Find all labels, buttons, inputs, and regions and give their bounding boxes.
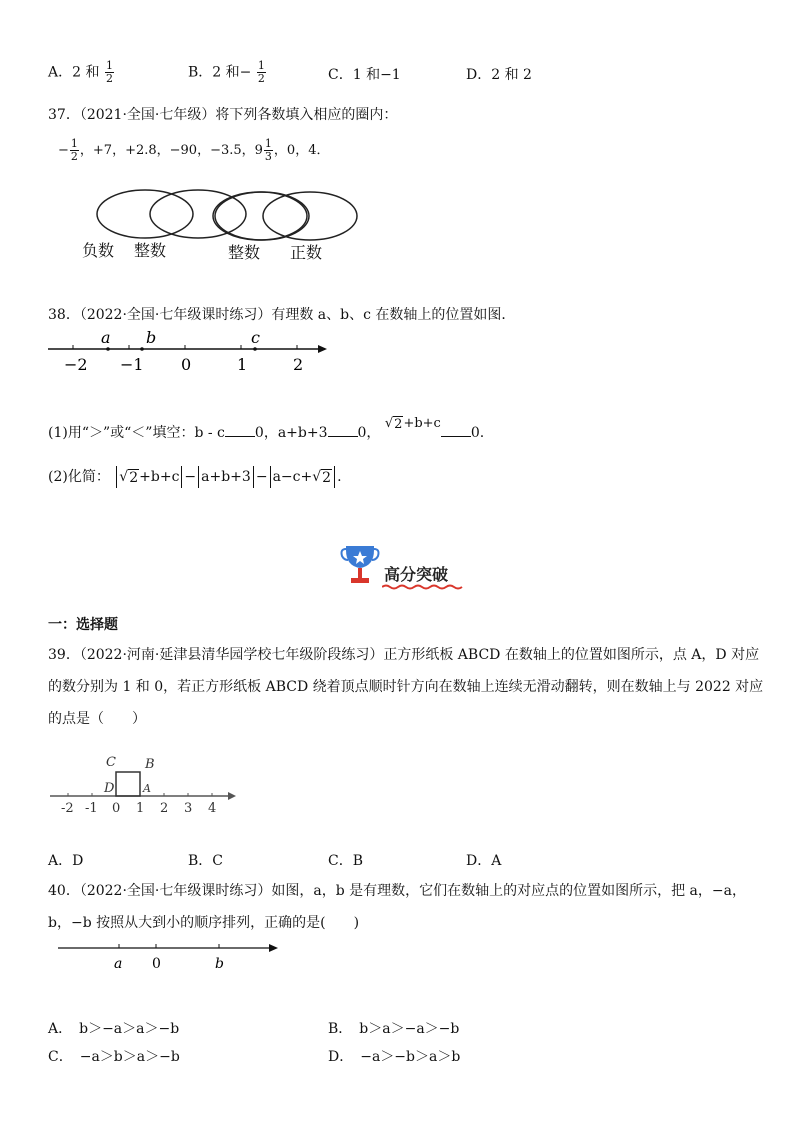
q39-line3: 的点是（ ）	[48, 711, 146, 727]
label-b: b	[146, 328, 157, 347]
point-b	[140, 347, 144, 351]
q36-option-b: B．2 和− $\frac{1}{2}$	[188, 59, 265, 85]
axis-arrow	[269, 944, 278, 952]
venn2-left-label: 整数	[228, 243, 261, 262]
q39-option-a: A．D	[48, 853, 84, 869]
tick-label: 2	[160, 801, 169, 816]
axis-arrow	[228, 792, 236, 800]
tick-label: 1	[136, 801, 145, 816]
blank[interactable]	[328, 424, 358, 437]
q40-line1: 40．（2022·全国·七年级课时练习）如图，a，b 是有理数，它们在数轴上的对应点的位置如图所示，把 a，−a，	[48, 883, 746, 899]
q40-number-line	[56, 936, 296, 976]
high-score-badge	[340, 540, 465, 590]
label-a: a	[101, 328, 111, 347]
q39-option-c: C．B	[328, 853, 363, 869]
q36-option-d: D．2 和 2	[466, 67, 532, 83]
point-a	[106, 347, 110, 351]
venn1-right-label: 整数	[134, 241, 167, 260]
fraction: $\frac{1}{2}$	[105, 59, 113, 85]
q40-option-c: C． −a＞b＞a＞−b	[48, 1049, 180, 1065]
tick-label: 0	[112, 801, 121, 816]
q37-stem: 37．（2021·全国·七年级）将下列各数填入相应的圈内：	[48, 107, 398, 123]
tick-label: 0	[181, 355, 192, 374]
fraction: $\frac{1}{2}$	[70, 137, 78, 163]
vertex-a-label: A	[143, 782, 151, 795]
point-c	[253, 347, 257, 351]
axis-arrow	[318, 345, 327, 353]
q36-option-a: A．2 和 $\frac{1}{2}$	[48, 59, 113, 85]
fraction: $\frac{1}{2}$	[257, 59, 265, 85]
q40-option-b: B． b＞a＞−a＞−b	[328, 1021, 460, 1037]
trophy-icon	[340, 540, 380, 588]
q40-line2: b，−b 按照从大到小的顺序排列，正确的是( )	[48, 915, 360, 931]
label-0: 0	[152, 956, 161, 972]
q40-option-d: D． −a＞−b＞a＞b	[328, 1049, 461, 1065]
label-b: b	[215, 956, 224, 972]
q36-option-c: C．1 和−1	[328, 67, 401, 83]
sqrt-expression: √ 2 +b+c	[384, 416, 441, 432]
q40-option-a: A． b＞−a＞a＞−b	[48, 1021, 180, 1037]
badge-title: 高分突破	[384, 565, 449, 584]
venn1-left-label: 负数	[82, 241, 115, 260]
q37-numbers: − $\frac{1}{2}$ ，+7，+2.8，−90，−3.5，9 $\frac{1}{3}$ ，0，4．	[58, 137, 330, 163]
tick-label: 4	[208, 801, 217, 816]
tick-label: 3	[184, 801, 193, 816]
blank[interactable]	[441, 424, 471, 437]
q39-line1: 39．（2022·河南·延津县清华园学校七年级阶段练习）正方形纸板 ABCD 在数轴上的位置如图所示，点 A，D 对应	[48, 647, 760, 663]
vertex-b-label: B	[145, 757, 155, 772]
tick-label: −2	[64, 355, 88, 374]
q39-figure	[48, 752, 248, 822]
label-a: a	[114, 956, 123, 972]
q39-line2: 的数分别为 1 和 0，若正方形纸板 ABCD 绕着顶点顺时针方向在数轴上连续无滑动翻转，则在数轴上与 2022 对应	[48, 679, 764, 695]
vertex-c-label: C	[106, 755, 116, 770]
tick-label: -2	[61, 801, 74, 816]
q38-stem: 38．（2022·全国·七年级课时练习）有理数 a、b、c 在数轴上的位置如图．	[48, 307, 516, 323]
tick-label: −1	[120, 355, 144, 374]
section-title: 一：选择题	[48, 617, 118, 633]
tick-label: 2	[293, 355, 304, 374]
q38-number-line	[40, 326, 340, 376]
venn2-right-label: 正数	[290, 243, 323, 262]
q38-part2: (2)化简： √ 2 +b+c − a+b+3 − a−c+√ 2 .	[48, 466, 342, 488]
q38-part1: (1)用“＞”或“＜”填空：b - c 0，a+b+3 0， √ 2 +b+c 0.	[48, 416, 485, 441]
tick-label: -1	[85, 801, 98, 816]
vertex-d-label: D	[104, 781, 115, 796]
blank[interactable]	[225, 424, 255, 437]
q39-option-b: B．C	[188, 853, 223, 869]
label-c: c	[251, 328, 260, 347]
fraction: $\frac{1}{3}$	[264, 137, 272, 163]
badge-underline	[382, 584, 464, 590]
square-abcd	[116, 772, 140, 796]
q39-option-d: D．A	[466, 853, 502, 869]
tick-label: 1	[237, 355, 248, 374]
